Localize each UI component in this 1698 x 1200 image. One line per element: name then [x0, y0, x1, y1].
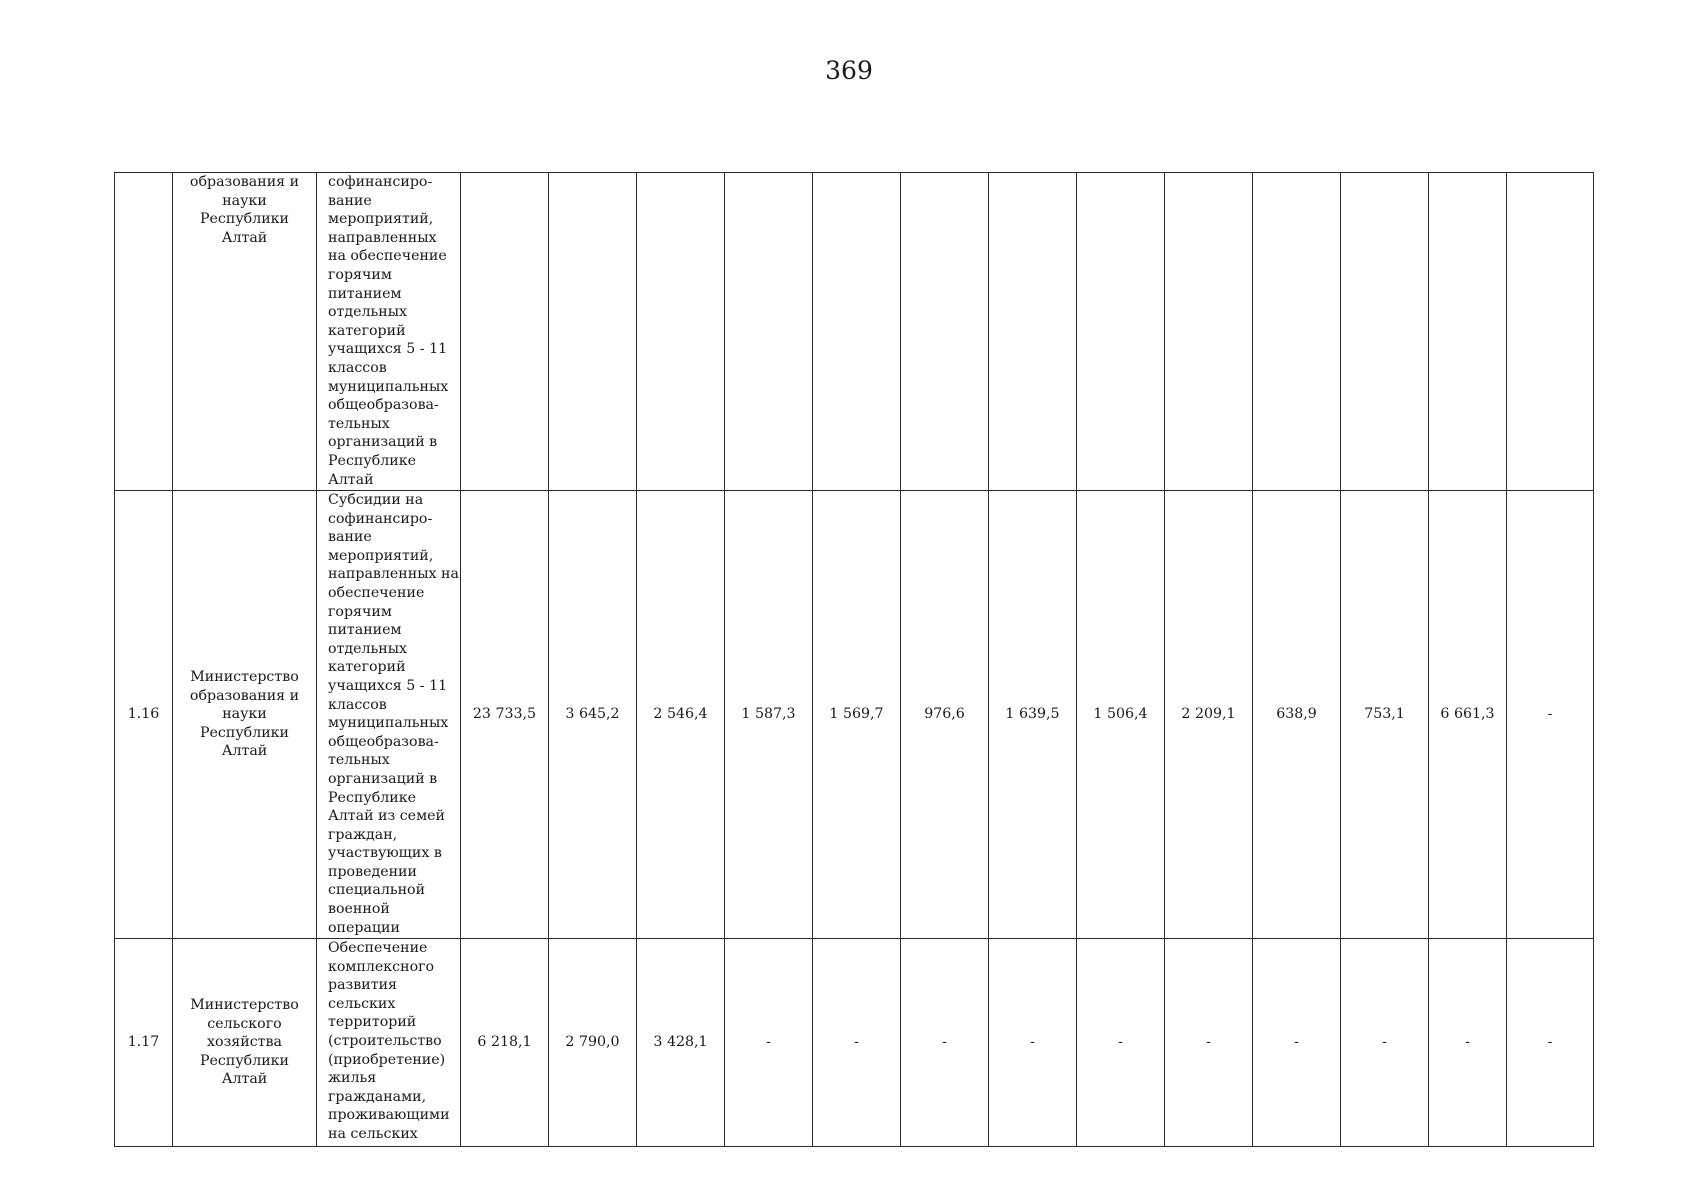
value-cell: 1 569,7: [813, 491, 901, 939]
value-cell: 2 546,4: [637, 491, 725, 939]
value-cell: [901, 173, 989, 491]
organization-text: образования и науки Республики Алтай: [189, 174, 300, 246]
description-text: Субсидии на софинансиро- вание мероприятий, направленных на обеспечение горячим питанием отдельных категорий учащихся 5 - 11 классов муниципальных общеобразова- тельных организаций в Республике Алтай из семей граждан, участвующих в проведении специальной военной операции: [328, 492, 459, 936]
value-cell: [1341, 173, 1429, 491]
value-cell: 1 587,3: [725, 491, 813, 939]
description-text: Обеспечение комплексного развития сельских территорий (строительство (приобретение) жилья гражданами, проживающими на сельских: [328, 940, 450, 1142]
page-number: 369: [825, 56, 873, 85]
table-row: [115, 173, 1594, 491]
description-cell: [317, 939, 461, 1147]
value-cell: -: [1253, 939, 1341, 1147]
row-number-cell: 1.16: [115, 491, 173, 939]
value-cell: 1 639,5: [989, 491, 1077, 939]
value-cell: -: [1165, 939, 1253, 1147]
value-cell: 2 790,0: [549, 939, 637, 1147]
value-cell: -: [901, 939, 989, 1147]
value-cell: 1 506,4: [1077, 491, 1165, 939]
value-cell: 753,1: [1341, 491, 1429, 939]
value-cell: -: [989, 939, 1077, 1147]
description-text: софинансиро- вание мероприятий, направленных на обеспечение горячим питанием отдельных категорий учащихся 5 - 11 классов муниципальных общеобразова- тельных организаций в Республике Алтай: [328, 174, 449, 488]
organization-text: Министерство образования и науки Республики Алтай: [189, 669, 300, 760]
description-cell: [317, 491, 461, 939]
value-cell: 638,9: [1253, 491, 1341, 939]
row-number-cell: [115, 173, 173, 491]
value-cell: 976,6: [901, 491, 989, 939]
value-cell: [1429, 173, 1507, 491]
value-cell: [637, 173, 725, 491]
value-cell: 6 218,1: [461, 939, 549, 1147]
value-cell: 6 661,3: [1429, 491, 1507, 939]
organization-cell: [173, 491, 317, 939]
description-cell: [317, 173, 461, 491]
row-number-cell: 1.17: [115, 939, 173, 1147]
organization-cell: [173, 939, 317, 1147]
value-cell: [1077, 173, 1165, 491]
value-cell: [461, 173, 549, 491]
value-cell: [1507, 173, 1594, 491]
value-cell: -: [1429, 939, 1507, 1147]
value-cell: [813, 173, 901, 491]
value-cell: 3 428,1: [637, 939, 725, 1147]
value-cell: 2 209,1: [1165, 491, 1253, 939]
value-cell: -: [1077, 939, 1165, 1147]
value-cell: [1165, 173, 1253, 491]
value-cell: [989, 173, 1077, 491]
table-row: [115, 939, 1594, 1147]
value-cell: [549, 173, 637, 491]
value-cell: 3 645,2: [549, 491, 637, 939]
value-cell: -: [1507, 491, 1594, 939]
value-cell: -: [725, 939, 813, 1147]
value-cell: [725, 173, 813, 491]
value-cell: 23 733,5: [461, 491, 549, 939]
value-cell: -: [1507, 939, 1594, 1147]
organization-cell: [173, 173, 317, 491]
budget-table: [114, 172, 1594, 1147]
table-row: [115, 491, 1594, 939]
value-cell: [1253, 173, 1341, 491]
organization-text: Министерство сельского хозяйства Республики Алтай: [190, 997, 299, 1088]
value-cell: -: [1341, 939, 1429, 1147]
value-cell: -: [813, 939, 901, 1147]
